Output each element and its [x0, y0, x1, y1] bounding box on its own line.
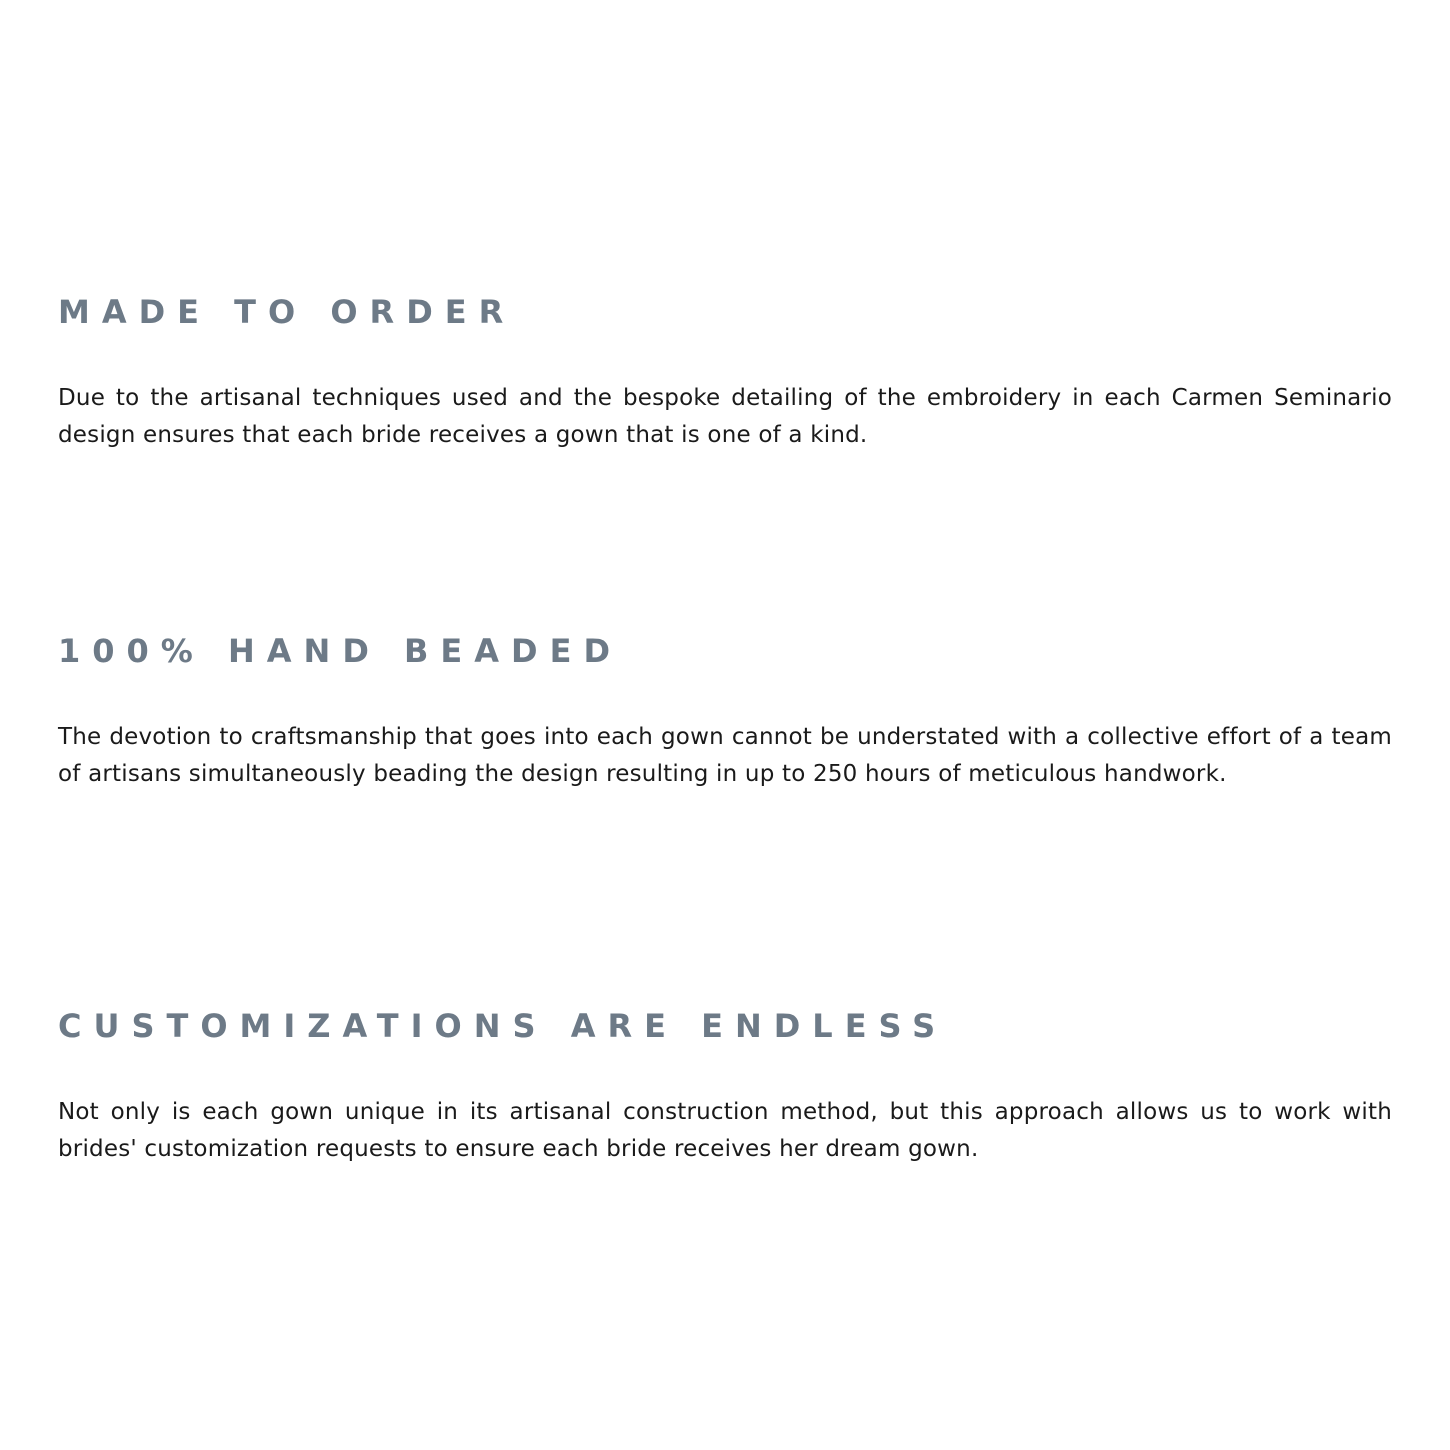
section-body: The devotion to craftsmanship that goes into each gown cannot be understated with a collective effort of a team of artisans simultaneously beading the design resulting in up to 250 hours of meticulous handwork. [58, 724, 1392, 787]
section-body: Not only is each gown unique in its artisanal construction method, but this approach allows us to work with brides' customization requests to ensure each bride receives her dream gown. [58, 1099, 1392, 1162]
section-customizations [58, 1006, 1392, 1168]
section-body: Due to the artisanal techniques used and the bespoke detailing of the embroidery in each Carmen Seminario design ensures that each bride receives a gown that is one of a kind. [58, 385, 1392, 448]
section-heading: 100% HAND BEADED [58, 632, 623, 670]
section-heading: MADE TO ORDER [58, 293, 516, 331]
section-made-to-order [58, 292, 1392, 454]
section-heading: CUSTOMIZATIONS ARE ENDLESS [58, 1007, 948, 1045]
section-hand-beaded [58, 631, 1392, 793]
